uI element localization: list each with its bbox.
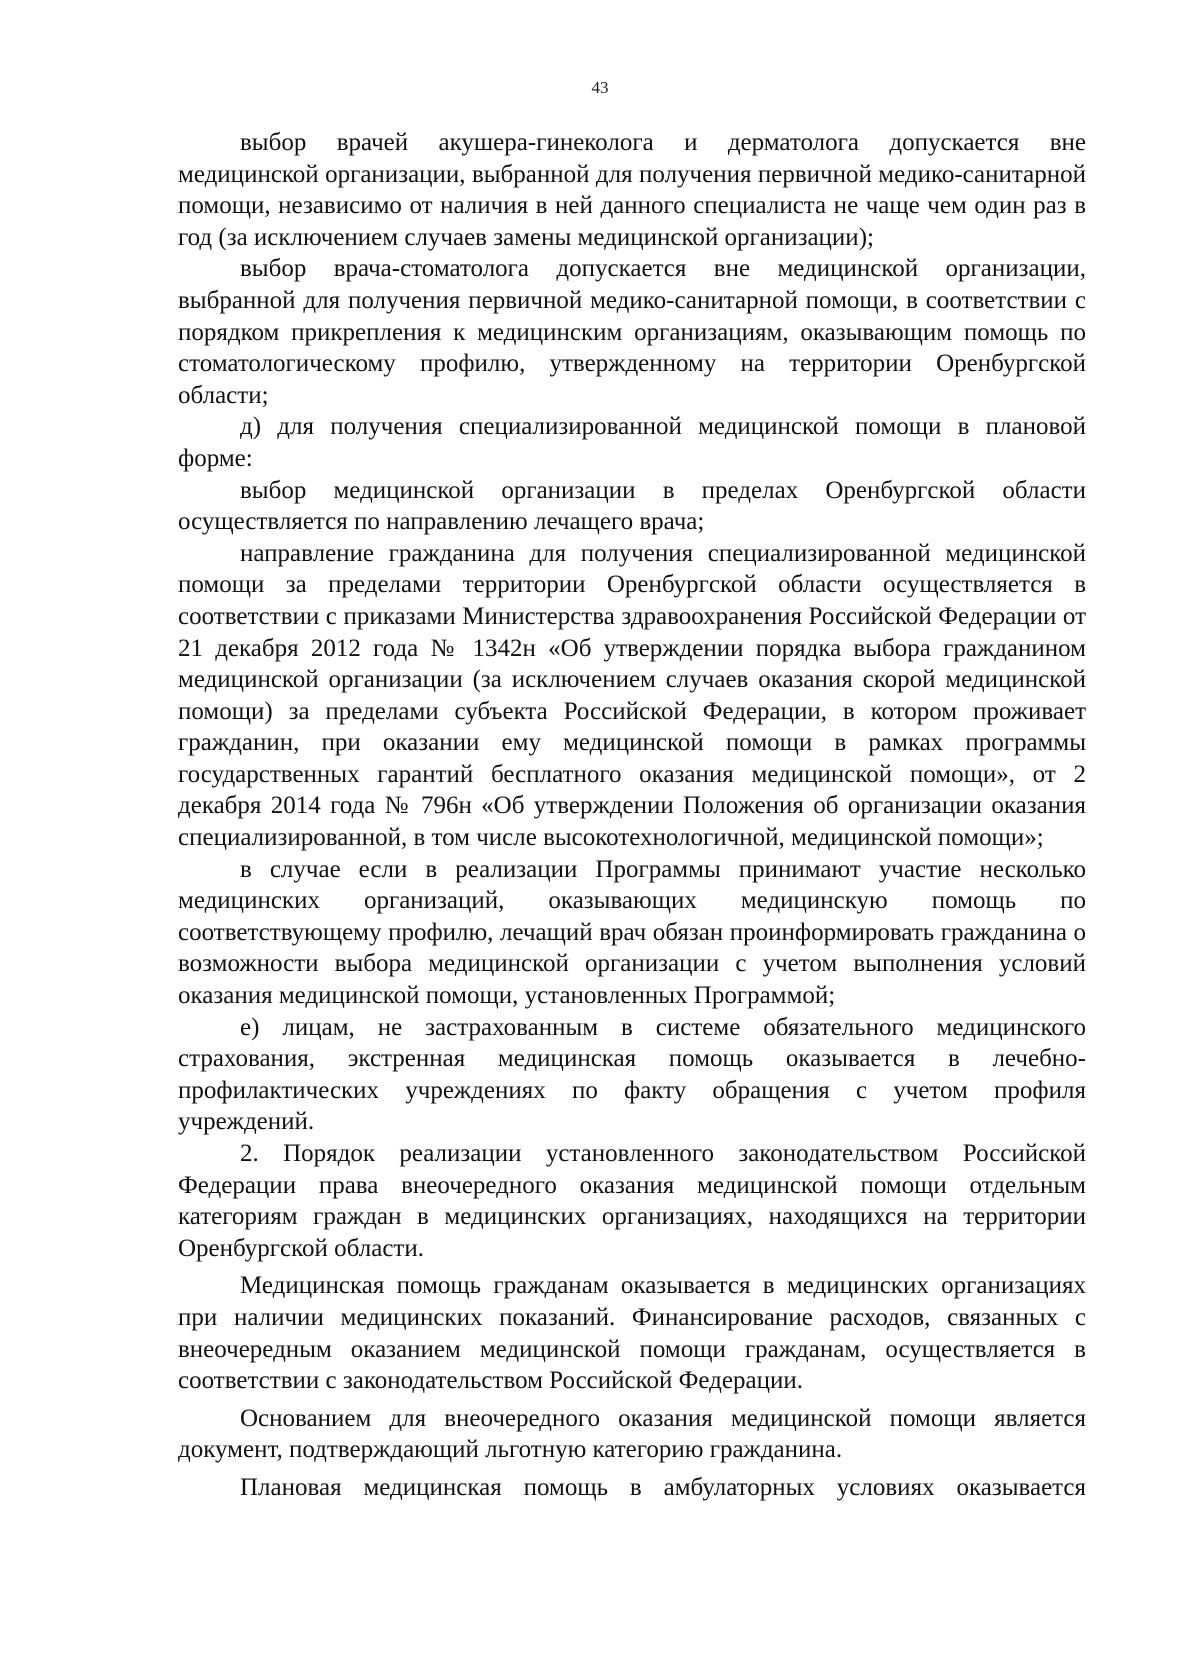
paragraph-organization-choice: выбор медицинской организации в пределах Оренбургской области осуществляется по направлению лечащего врача; bbox=[178, 476, 1086, 536]
paragraph-basis-document: Основанием для внеочередного оказания медицинской помощи является документ, подтверждающий льготную категорию гражданина. bbox=[178, 1404, 1086, 1464]
paragraph-referral-outside-region: направление гражданина для получения специализированной медицинской помощи за пределами территории Оренбургской области осуществляется в соответствии с приказами Министерства здравоохранения Российской Федерации от 21 декабря 2012 года № 1342н «Об утверждении порядка выбора гражданином медицинской организации (за исключением случаев оказания скорой медицинской помощи) за пределами субъекта Российской Федерации, в котором проживает гражданин, при оказании ему медицинской помощи в рамках программы государственных гарантий бесплатного оказания медицинской помощи», от 2 декабря 2014 года № 796н «Об утверждении Положения об организации оказания специализированной, в том числе высокотехнологичной, медицинской помощи»; bbox=[178, 539, 1086, 852]
document-body bbox=[178, 127, 1086, 1504]
paragraph-section-2-heading: 2. Порядок реализации установленного законодательством Российской Федерации права внеочередного оказания медицинской помощи отдельным категориям граждан в медицинских организациях, находящихся на территории Оренбургской области. bbox=[178, 1140, 1086, 1262]
paragraph-medical-indications: Медицинская помощь гражданам оказывается в медицинских организациях при наличии медицинских показаний. Финансирование расходов, связанных с внеочередным оказанием медицинской помощи гражданам, осуществляется в соответствии с законодательством Российской Федерации. bbox=[178, 1272, 1086, 1395]
paragraph-multiple-organizations: в случае если в реализации Программы принимают участие несколько медицинских организаций, оказывающих медицинскую помощь по соответствующему профилю, лечащий врач обязан проинформировать гражданина о возможности выбора медицинской организации с учетом выполнения условий оказания медицинской помощи, установленных Программой; bbox=[178, 855, 1086, 1010]
paragraph-gynecologist-choice: выбор врачей акушера-гинеколога и дерматолога допускается вне медицинской организации, выбранной для получения первичной медико-санитарной помощи, независимо от наличия в ней данного специалиста не чаще чем один раз в год (за исключением случаев замены медицинской организации); bbox=[178, 129, 1086, 251]
paragraph-specialized-care-heading: д) для получения специализированной медицинской помощи в плановой форме: bbox=[178, 413, 1086, 472]
paragraph-uninsured-persons: е) лицам, не застрахованным в системе обязательного медицинского страхования, экстренная медицинская помощь оказывается в лечебно-профилактических учреждениях по факту обращения с учетом профиля учреждений. bbox=[178, 1013, 1086, 1136]
page-number: 43 bbox=[591, 78, 609, 97]
paragraph-dentist-choice: выбор врача-стоматолога допускается вне медицинской организации, выбранной для получения первичной медико-санитарной помощи, в соответствии с порядком прикрепления к медицинским организациям, оказывающим помощь по стоматологическому профилю, утвержденному на территории Оренбургской области; bbox=[178, 255, 1086, 409]
paragraph-outpatient-care: Плановая медицинская помощь в амбулаторных условиях оказывается bbox=[240, 1473, 1086, 1501]
